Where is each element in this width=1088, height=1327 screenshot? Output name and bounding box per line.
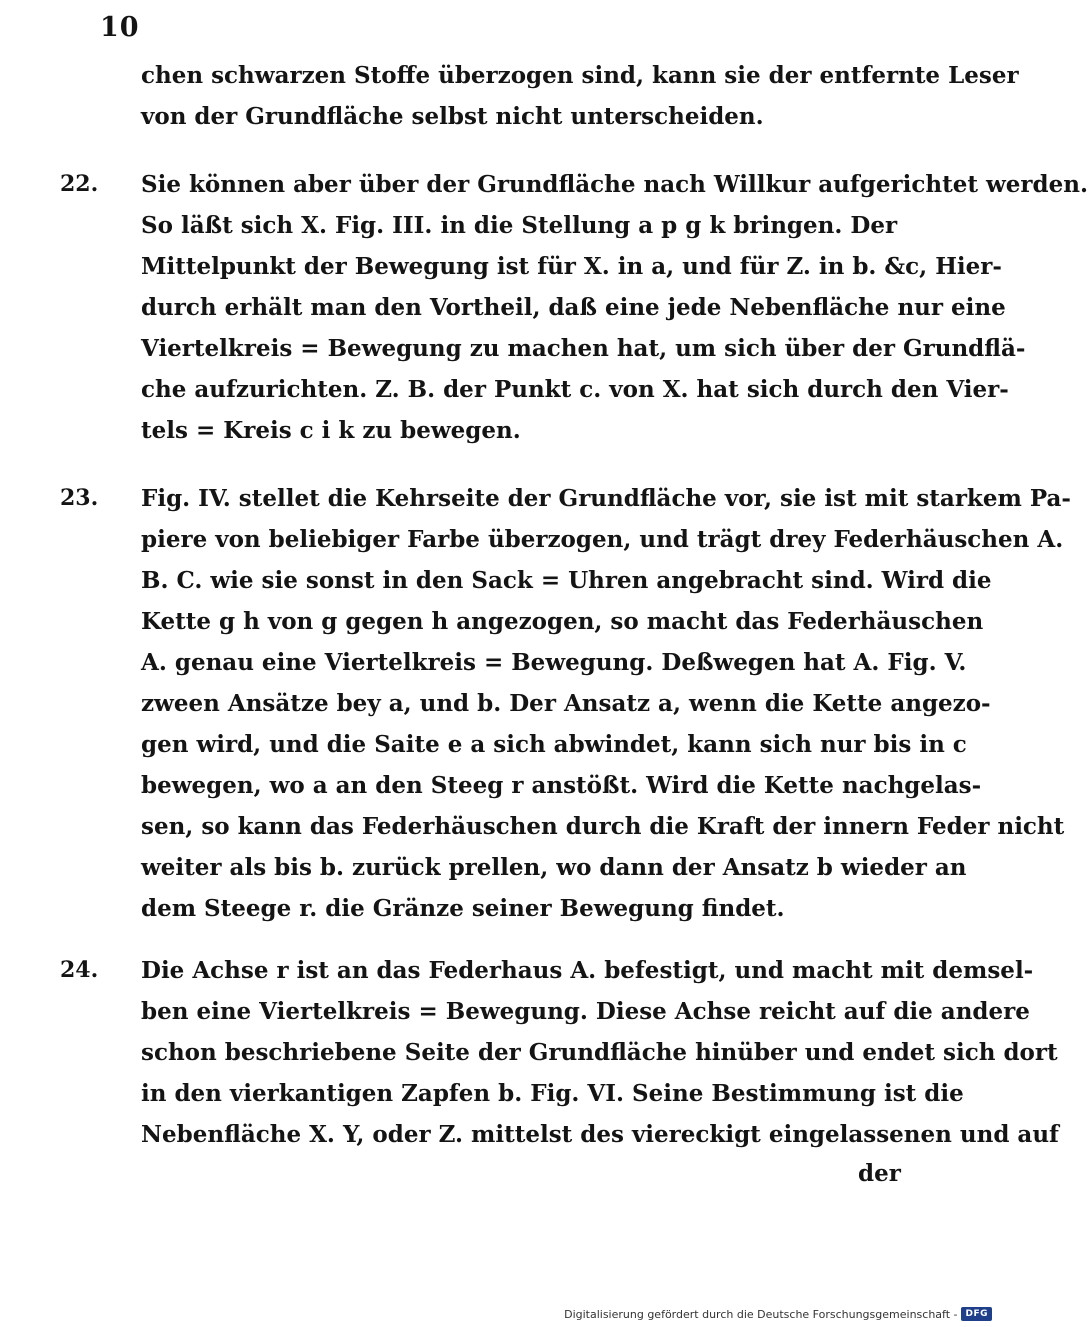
paragraph-number: 24. xyxy=(60,957,99,983)
text-line: B. C. wie sie sonst in den Sack = Uhren angebracht sind. Wird die xyxy=(141,567,992,594)
text-line: che aufzurichten. Z. B. der Punkt c. von X. hat sich durch den Vier- xyxy=(141,376,1009,403)
text-line: chen schwarzen Stoffe überzogen sind, kann sie der entfernte Leser xyxy=(141,62,1019,89)
text-line: gen wird, und die Saite e a sich abwindet, kann sich nur bis in c xyxy=(141,731,967,758)
text-line: A. genau eine Viertelkreis = Bewegung. Deßwegen hat A. Fig. V. xyxy=(141,649,967,676)
text-line: durch erhält man den Vortheil, daß eine jede Nebenfläche nur eine xyxy=(141,294,1006,321)
footer xyxy=(564,1307,992,1321)
text-line: So läßt sich X. Fig. III. in die Stellung a p g k bringen. Der xyxy=(141,212,898,239)
text-line: tels = Kreis c i k zu bewegen. xyxy=(141,417,521,444)
text-line: weiter als bis b. zurück prellen, wo dann der Ansatz b wieder an xyxy=(141,854,967,881)
text-line: Mittelpunkt der Bewegung ist für X. in a, und für Z. in b. &c, Hier- xyxy=(141,253,1002,280)
paragraph-24 xyxy=(60,950,1059,1155)
text-line: schon beschriebene Seite der Grundfläche hinüber und endet sich dort xyxy=(141,1039,1058,1066)
text-line: Viertelkreis = Bewegung zu machen hat, um sich über der Grundflä- xyxy=(141,335,1026,362)
catchword: der xyxy=(858,1160,901,1187)
paragraph-number: 23. xyxy=(60,485,99,511)
text-line: Kette g h von g gegen h angezogen, so macht das Federhäuschen xyxy=(141,608,984,635)
text-line: Sie können aber über der Grundfläche nach Willkur aufgerichtet werden. xyxy=(141,171,1088,198)
page-number: 10 xyxy=(100,12,140,43)
continuation-text xyxy=(141,55,1019,137)
text-line: ben eine Viertelkreis = Bewegung. Diese Achse reicht auf die andere xyxy=(141,998,1030,1025)
text-line: Fig. IV. stellet die Kehrseite der Grundfläche vor, sie ist mit starkem Pa- xyxy=(141,485,1071,512)
paragraph-number: 22. xyxy=(60,171,99,197)
text-line: piere von beliebiger Farbe überzogen, und trägt drey Federhäuschen A. xyxy=(141,526,1064,553)
footer-credit: Digitalisierung gefördert durch die Deutsche Forschungsgemeinschaft - xyxy=(564,1307,958,1321)
text-line: in den vierkantigen Zapfen b. Fig. VI. Seine Bestimmung ist die xyxy=(141,1080,964,1107)
text-line: Nebenfläche X. Y, oder Z. mittelst des viereckigt eingelassenen und auf xyxy=(141,1121,1059,1148)
paragraph-22 xyxy=(60,164,1088,451)
text-line: dem Steege r. die Gränze seiner Bewegung findet. xyxy=(141,895,785,922)
dfg-logo: DFG xyxy=(961,1307,992,1321)
text-line: zween Ansätze bey a, und b. Der Ansatz a, wenn die Kette angezo- xyxy=(141,690,991,717)
text-line: Die Achse r ist an das Federhaus A. befestigt, und macht mit demsel- xyxy=(141,957,1034,984)
paragraph-23 xyxy=(60,478,1071,929)
text-line: sen, so kann das Federhäuschen durch die Kraft der innern Feder nicht xyxy=(141,813,1065,840)
text-line: bewegen, wo a an den Steeg r anstößt. Wird die Kette nachgelas- xyxy=(141,772,982,799)
text-line: von der Grundfläche selbst nicht unterscheiden. xyxy=(141,103,764,130)
